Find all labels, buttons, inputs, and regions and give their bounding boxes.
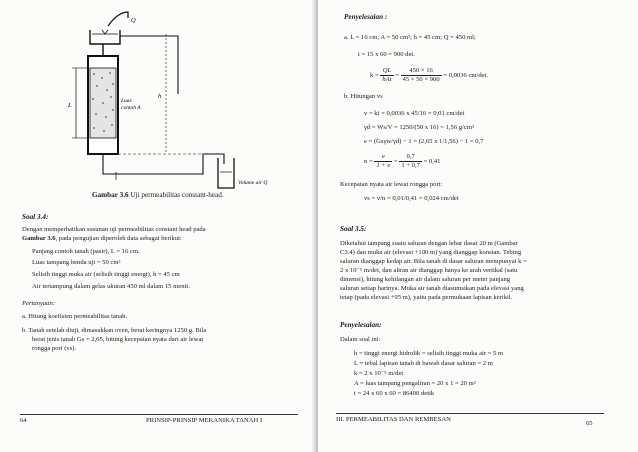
k-numerator: QL: [380, 67, 393, 76]
k-equals: =: [395, 72, 399, 80]
soal-3-4-title: Soal 3.4:: [22, 213, 49, 221]
label-volume-air: Volume air Q: [238, 180, 268, 186]
label-luas: Luas: [121, 98, 132, 104]
k-formula: [370, 67, 488, 84]
caption-text: Uji permeabilitas constant-head.: [130, 191, 224, 199]
k-numerator-value: 450 × 16: [401, 67, 442, 76]
footer-rule: [336, 413, 604, 414]
pertanyaan-label: Pertanyaan:: [22, 300, 55, 307]
top-reservoir: [90, 30, 120, 44]
outflow-pipe: [103, 154, 224, 174]
figure-caption: [92, 191, 224, 200]
running-head: III. PERMEABILITAS DAN REMBESAN: [336, 416, 451, 423]
n-equals: =: [393, 158, 398, 166]
constant-head-apparatus-diagram: [58, 4, 288, 192]
label-q: Q: [131, 17, 136, 24]
n-numerator: e: [374, 153, 392, 162]
page-number: 64: [20, 417, 27, 424]
k-fraction-symbolic: [380, 67, 393, 84]
inflow-pipe: [108, 12, 128, 26]
data-item: Panjang contoh tanah (pasir), L = 16 cm.: [32, 248, 140, 255]
question-item: berat jenis tanah Gs = 2,65, hitung kecepatan nyata dari air lewat: [32, 336, 204, 343]
definition-line: L = tebal lapisan tanah di bawah dasar saluran = 2 m: [354, 360, 493, 367]
soal-3-5-line: 2 x 10⁻⁵ m/det, dan aliran air dianggap hanya ke arah vertikal (satu: [340, 267, 518, 274]
label-contoh-a: contoh A: [121, 105, 141, 111]
soal-3-5-line: C3.4) dan muka air (elevasi +100 m) yang dianggap konstan. Tebing: [340, 249, 522, 256]
measuring-glass: [218, 158, 234, 188]
question-item: a. Hitung koefisien permeabilitas tanah.: [22, 313, 128, 320]
footer-rule: [20, 414, 298, 415]
water-level-marker: [102, 30, 108, 34]
n-denominator: 1 + e: [376, 162, 391, 169]
k-denominator: hAt: [382, 76, 392, 83]
soal-3-5-line: saluran setiap harinya. Muka air tanah diasumsikan pada elevasi yang: [340, 285, 524, 292]
n-fraction-symbolic: [374, 153, 392, 170]
soal-3-5-title: Soal 3.5:: [340, 225, 367, 233]
page-number: 65: [586, 420, 593, 427]
soal-3-5-line: tetap (pada elevasi +95 m), yaitu pada permukaan lapisan kerikil.: [340, 294, 513, 301]
right-page: [318, 0, 638, 452]
overflow-pipe: [120, 36, 178, 94]
label-l: L: [68, 102, 72, 109]
soal-3-5-line: saluran dianggap kedap air. Bila tanah di dasar saluran mempunyai k =: [340, 258, 527, 265]
n-numerator-value: 0,7: [399, 153, 422, 162]
definition-line: h = tinggi energi hidrolik = selisih tinggi muka air = 5 m: [354, 350, 504, 357]
penyelesaian-2-heading: Penyelesaian:: [340, 321, 382, 329]
penyelesaian-heading: Penyelesaian :: [344, 13, 388, 21]
label-h: h: [158, 93, 162, 100]
intro-figure-ref: Gambar 3.6: [22, 235, 56, 242]
k-lhs: k =: [370, 72, 379, 80]
data-item: Air tertampung dalam gelas ukuran 450 ml dalam 15 menit.: [32, 283, 190, 290]
running-head: PRINSIP-PRINSIP MEKANIKA TANAH I: [146, 417, 263, 424]
vs-result: vs = v/n = 0,01/0,41 = 0,024 cm/det: [364, 195, 459, 202]
data-item: Luas tampang benda uji = 50 cm²: [32, 259, 121, 266]
calc-line: γd = Ws/V = 1250/(50 x 16) = 1,56 g/cm³: [364, 124, 474, 131]
definition-line: k = 2 x 10⁻⁵ m/det: [354, 370, 404, 377]
question-item: rongga pori (vs).: [32, 345, 77, 352]
dalam-soal-text: Dalam soal ini:: [340, 336, 381, 343]
given-values: a. L = 16 cm; A = 50 cm²; h = 45 cm; Q = 450 ml;: [344, 34, 476, 41]
k-result: = 0,0036 cm/det.: [443, 72, 489, 80]
n-lhs: n =: [364, 158, 373, 166]
time-value: t = 15 x 60 = 900 det.: [358, 51, 415, 58]
n-result: = 0,41: [423, 158, 441, 166]
calc-line: e = (Gsγw/γd) − 1 = (2,65 x 1/1,56) − 1 = 0,7: [364, 138, 484, 145]
definition-line: t = 24 x 60 x 60 = 86400 detik: [354, 390, 435, 397]
intro-line-2-rest: , pada pengujian diperoleh data sebagai berikut:: [55, 235, 182, 242]
kecepatan-text: Kecepatan nyata air lewat rongga pori:: [340, 181, 443, 188]
n-fraction-numeric: [399, 153, 422, 170]
calc-line: v = ki = 0,0036 x 45/16 = 0,01 cm/det: [364, 110, 465, 117]
definition-line: A = luas tampang pengaliran = 20 x 1 = 20 m²: [354, 380, 476, 387]
k-fraction-numeric: [401, 67, 442, 84]
left-page: [0, 0, 316, 452]
n-formula: [364, 153, 440, 170]
data-item: Selisih tinggi muka air (selisih tinggi energi), h = 45 cm: [32, 271, 180, 278]
soal-3-5-line: dimensi), hitung kehilangan air dalam saluran per meter panjang: [340, 276, 511, 283]
b-title: b. Hitungan vs: [344, 93, 383, 100]
caption-label: Gambar 3.6: [92, 191, 129, 199]
question-item: b. Tanah setelah diuji, dimasukkan oven, berat keringnya 1250 g. Bila: [22, 327, 207, 334]
intro-line-2: [22, 235, 182, 243]
n-denominator-value: 1 + 0,7: [401, 162, 420, 169]
k-denominator-value: 45 × 50 × 900: [402, 76, 440, 83]
intro-line-1: Dengan memperhatikan susunan uji permeabilitas constant head pada: [22, 226, 206, 233]
soal-3-5-line: Diketahui tampang suatu saluran dengan lebar dasar 20 m (Gambar: [340, 240, 518, 247]
